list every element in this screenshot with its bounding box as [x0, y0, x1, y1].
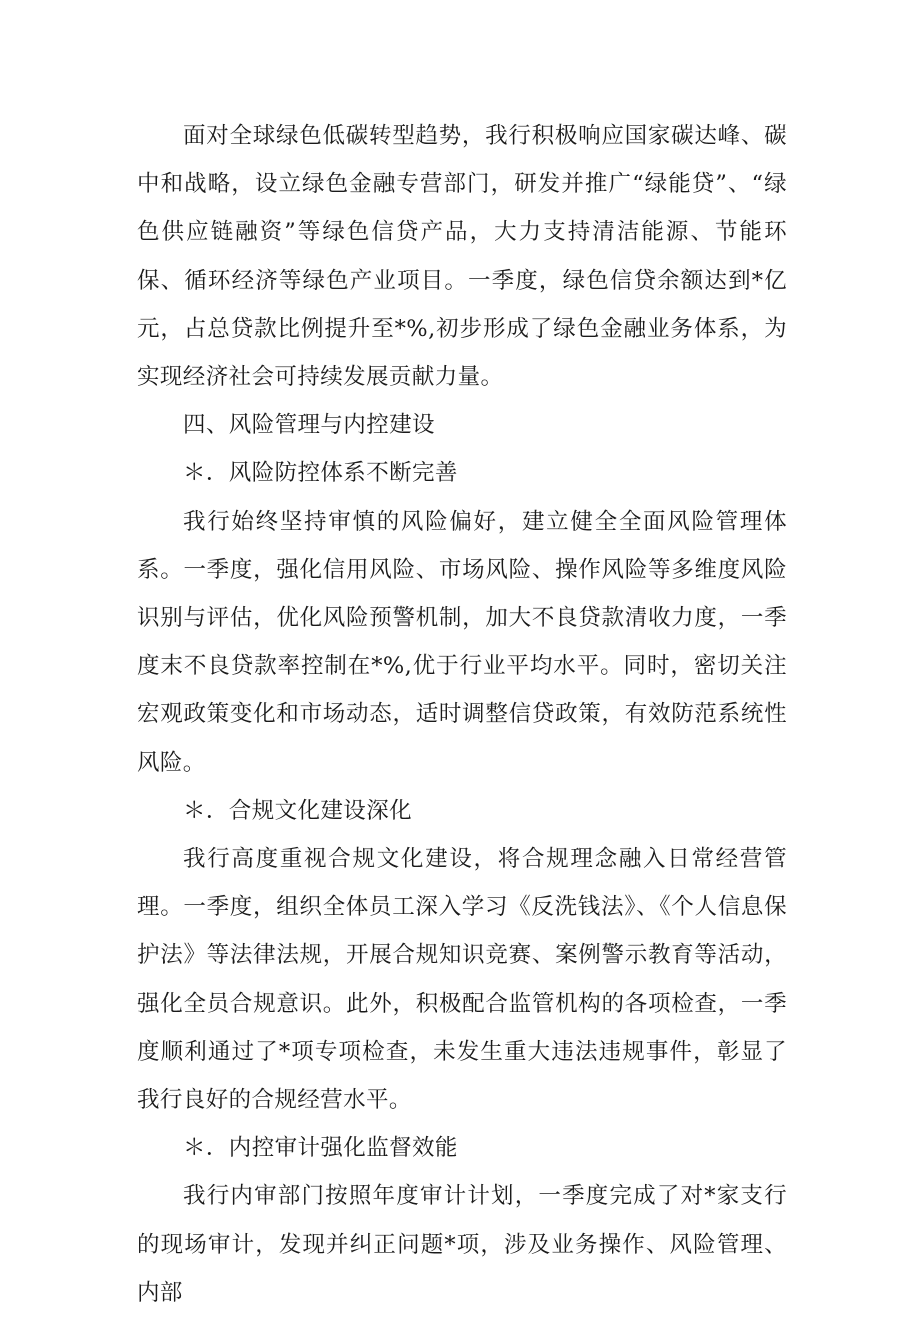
section-heading-risk-management: 四、风险管理与内控建设	[183, 412, 435, 439]
subheading-compliance-culture: ＊．合规文化建设深化	[183, 797, 413, 824]
paragraph-internal-audit: 我行内审部门按照年度审计计划，一季度完成了对*家支行的现场审计，发现并纠正问题*项，涉及业务操作、风险管理、内部	[137, 1183, 787, 1306]
paragraph-compliance: 我行高度重视合规文化建设，将合规理念融入日常经营管理。一季度，组织全体员工深入学习《反洗钱法》、《个人信息保护法》等法律法规，开展合规知识竞赛、案例警示教育等活动，强化全员合规意识。此外，积极配合监管机构的各项检查，一季度顺利通过了*项专项检查，未发生重大违法违规事件，彰显了我行良好的合规经营水平。	[137, 846, 787, 1114]
paragraph-risk-control: 我行始终坚持审慎的风险偏好，建立健全全面风险管理体系。一季度，强化信用风险、市场风险、操作风险等多维度风险识别与评估，优化风险预警机制，加大不良贷款清收力度，一季度末不良贷款率控制在*%,优于行业平均水平。同时，密切关注宏观政策变化和市场动态，适时调整信贷政策，有效防范系统性风险。	[137, 508, 787, 776]
document-body	[137, 112, 787, 1317]
paragraph-green-finance: 面对全球绿色低碳转型趋势，我行积极响应国家碳达峰、碳中和战略，设立绿色金融专营部门，研发并推广“绿能贷”、“绿色供应链融资”等绿色信贷产品，大力支持清洁能源、节能环保、循环经济等绿色产业项目。一季度，绿色信贷余额达到*亿元，占总贷款比例提升至*%,初步形成了绿色金融业务体系，为实现经济社会可持续发展贡献力量。	[137, 123, 787, 391]
subheading-internal-audit: ＊．内控审计强化监督效能	[183, 1135, 458, 1162]
subheading-risk-control-system: ＊．风险防控体系不断完善	[183, 460, 458, 487]
